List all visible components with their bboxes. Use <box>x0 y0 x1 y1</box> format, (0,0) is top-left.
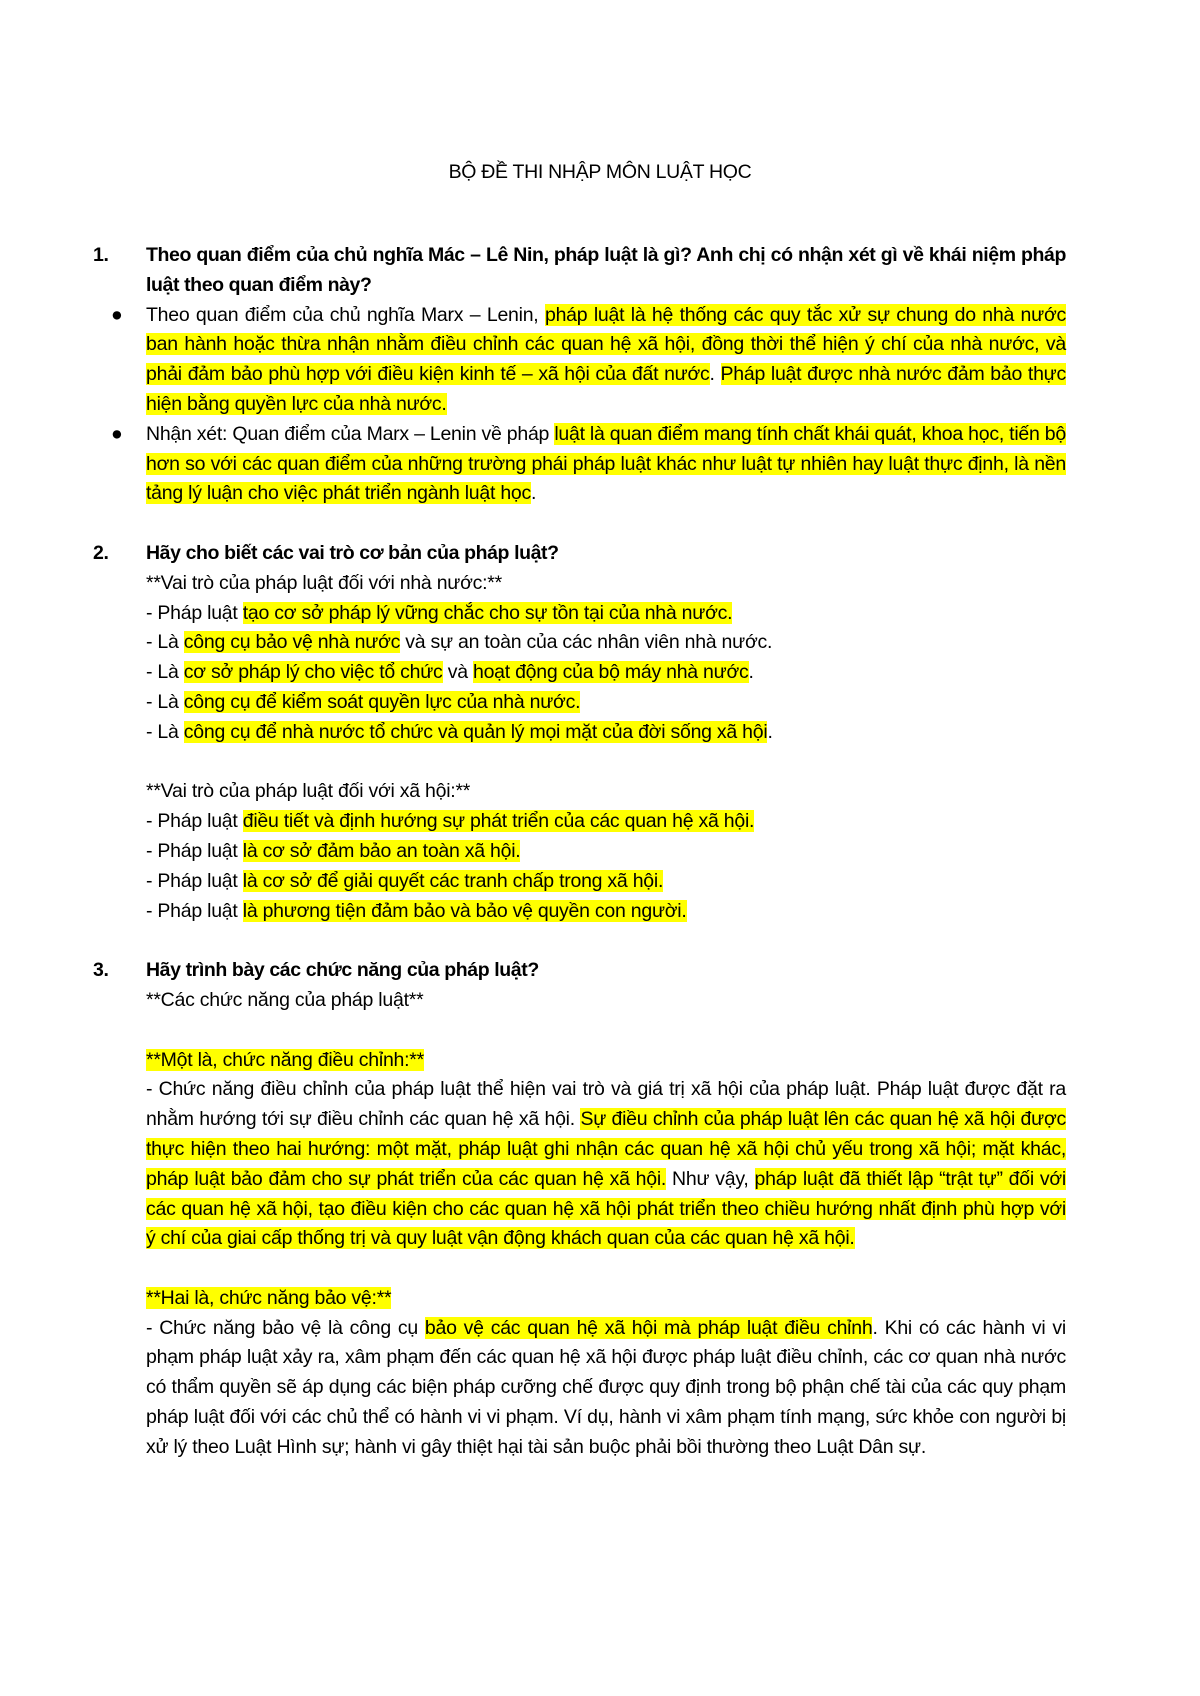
bullet-text: Nhận xét: Quan điểm của Marx – Lenin về pháp <box>146 422 555 445</box>
item-text: - Pháp luật <box>146 839 243 862</box>
item-text: - Pháp luật <box>146 869 243 892</box>
highlighted-text: bảo vệ các quan hệ xã hội mà pháp luật điều chỉnh <box>424 1316 873 1339</box>
paragraph-text: - Chức năng bảo vệ là công cụ <box>146 1316 425 1339</box>
list-item <box>146 658 1066 688</box>
bullet-text: . <box>531 482 537 505</box>
highlighted-text: cơ sở pháp lý cho việc tổ chức <box>183 661 443 684</box>
paragraph-text: - Chức năng điều chỉnh của pháp luật thể hiện vai trò và giá trị xã hội của pháp luật. Pháp luật được đặt ra nhằm hướng tới sự điều chỉnh các quan hệ xã hội. <box>146 1078 1066 1131</box>
bullet-item <box>111 420 1066 509</box>
list-item <box>146 599 1066 629</box>
highlighted-text: điều tiết và định hướng sự phát triển của các quan hệ xã hội. <box>242 810 755 833</box>
bullet-text: Theo quan điểm của chủ nghĩa Marx – Lenin, <box>146 303 545 326</box>
item-text: . <box>748 661 754 684</box>
document-body <box>93 241 1067 1463</box>
document-title: BỘ ĐỀ THI NHẬP MÔN LUẬT HỌC <box>448 161 752 183</box>
spacer <box>146 1254 1066 1284</box>
paragraph <box>146 1075 1066 1254</box>
highlighted-text: **Một là, chức năng điều chỉnh:** <box>146 1048 424 1071</box>
highlighted-text: tạo cơ sở pháp lý vững chắc cho sự tồn tại của nhà nước. <box>242 601 733 624</box>
highlighted-text: pháp luật là hệ thống các quy tắc xử sự chung do nhà nước ban hành hoặc thừa nhận nhằm điều chỉnh các quan hệ xã hội, đồng thời thể hiện ý chí của nhà nước, và phải đảm bảo phù hợp với điều kiện kinh tế – xã hội của đất nước <box>146 303 1066 386</box>
item-text: và sự an toàn của các nhân viên nhà nước. <box>400 631 773 654</box>
highlighted-text: là phương tiện đảm bảo và bảo vệ quyền con người. <box>242 899 687 922</box>
section-heading: **Các chức năng của pháp luật** <box>146 988 424 1011</box>
item-text: - Pháp luật <box>146 810 243 833</box>
question-3 <box>93 956 1066 986</box>
bullet-item <box>111 301 1066 420</box>
item-text: - Là <box>146 720 184 743</box>
question-text: Theo quan điểm của chủ nghĩa Mác – Lê Nin, pháp luật là gì? Anh chị có nhận xét gì về khái niệm pháp luật theo quan điểm này? <box>146 244 1066 296</box>
highlighted-text: Sự điều chỉnh của pháp luật lên các quan hệ xã hội được thực hiện theo hai hướng: một mặt, pháp luật ghi nhận các quan hệ xã hội chủ yếu trong xã hội; mặt khác, pháp luật bảo đảm cho sự phát triển của các quan hệ xã hội. <box>146 1108 1066 1190</box>
paragraph-text: Như vậy, <box>666 1167 755 1190</box>
question-text: Hãy trình bày các chức năng của pháp luật? <box>146 959 539 982</box>
list-item <box>146 837 1066 867</box>
bullet-icon: ● <box>111 303 123 326</box>
highlighted-text: công cụ để kiểm soát quyền lực của nhà nước. <box>183 690 581 713</box>
spacer <box>146 748 1066 778</box>
bullet-text: . <box>709 363 721 386</box>
spacer <box>146 509 1066 539</box>
spacer <box>146 1016 1066 1046</box>
highlighted-text: Pháp luật được nhà nước đảm bảo thực hiện bằng quyền lực của nhà nước. <box>146 363 1066 415</box>
highlighted-text: pháp luật đã thiết lập “trật tự” đối với các quan hệ xã hội, tạo điều kiện cho các quan hệ xã hội phát triển theo chiều hướng nhất định phù hợp với ý chí của giai cấp thống trị và quy luật vận động khách quan của các quan hệ xã hội. <box>146 1167 1066 1250</box>
question-1 <box>93 241 1066 301</box>
paragraph-text: . Khi có các hành vi vi phạm pháp luật xảy ra, xâm phạm đến các quan hệ xã hội được pháp luật điều chỉnh, các cơ quan nhà nước có thẩm quyền sẽ áp dụng các biện pháp cưỡng chế được quy định trong bộ phận chế tài của các quy phạm pháp luật đối với các chủ thể có hành vi vi phạm. Ví dụ, hành vi xâm phạm tính mạng, sức khỏe con người bị xử lý theo Luật Hình sự; hành vi gây thiệt hại tài sản buộc phải bồi thường theo Luật Dân sự. <box>146 1316 1067 1458</box>
question-number: 1. <box>93 244 109 266</box>
list-item <box>146 628 1066 658</box>
highlighted-text: là cơ sở đảm bảo an toàn xã hội. <box>242 839 521 862</box>
list-item <box>146 718 1066 748</box>
item-text: - Là <box>146 661 184 684</box>
highlighted-text: công cụ bảo vệ nhà nước <box>183 631 401 654</box>
list-item <box>146 688 1066 718</box>
section-heading <box>146 1284 1066 1314</box>
highlighted-text: hoạt động của bộ máy nhà nước <box>472 661 749 684</box>
highlighted-text: công cụ để nhà nước tổ chức và quản lý mọi mặt của đời sống xã hội <box>183 720 768 743</box>
question-2 <box>93 539 1066 569</box>
item-text: - Pháp luật <box>146 601 243 624</box>
item-text: . <box>767 720 773 743</box>
section-heading: **Vai trò của pháp luật đối với xã hội:** <box>146 780 471 803</box>
item-text: - Pháp luật <box>146 899 243 922</box>
section-heading <box>146 1046 1066 1076</box>
list-item <box>146 867 1066 897</box>
question-number: 3. <box>93 959 109 982</box>
item-text: - Là <box>146 690 184 713</box>
question-number: 2. <box>93 541 109 564</box>
question-text: Hãy cho biết các vai trò cơ bản của pháp luật? <box>146 541 559 564</box>
highlighted-text: **Hai là, chức năng bảo vệ:** <box>146 1286 392 1309</box>
highlighted-text: là cơ sở để giải quyết các tranh chấp trong xã hội. <box>242 869 664 892</box>
item-text: và <box>442 661 473 684</box>
list-item <box>146 897 1066 927</box>
item-text: - Là <box>146 631 184 654</box>
highlighted-text: luật là quan điểm mang tính chất khái quát, khoa học, tiến bộ hơn so với các quan điểm của những trường phái pháp luật khác như luật tự nhiên hay luật thực định, là nền tảng lý luận cho việc phát triển ngành luật học <box>146 422 1066 505</box>
list-item <box>146 807 1066 837</box>
section-heading: **Vai trò của pháp luật đối với nhà nước:** <box>146 571 502 594</box>
bullet-icon: ● <box>111 422 123 445</box>
paragraph <box>146 1314 1066 1463</box>
spacer <box>146 926 1066 956</box>
